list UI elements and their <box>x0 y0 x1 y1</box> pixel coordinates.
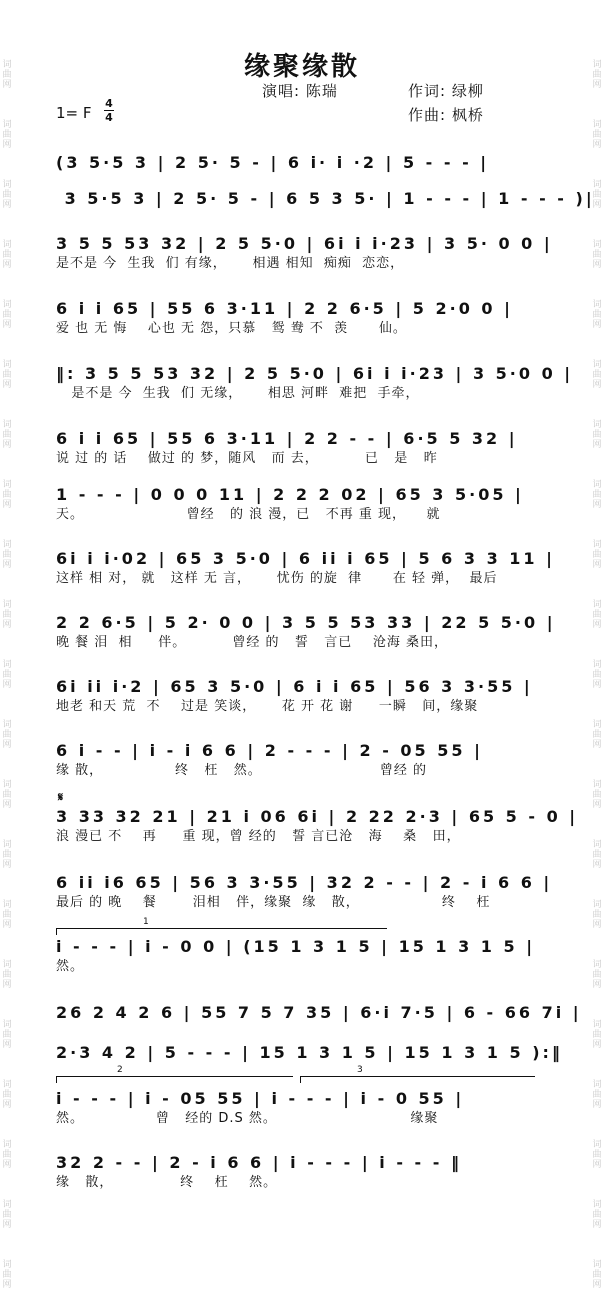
watermark-text: 词 曲 网 <box>592 180 602 210</box>
notation-line: i - - - | i - 05 55 | i - - - | i - 0 55 | <box>56 1089 465 1108</box>
volta-2 <box>56 1065 293 1083</box>
notation-line: 3 5·5 3 | 2 5· 5 - | 6 5 3 5· | 1 - - - | 1 - - - )| <box>56 189 595 208</box>
watermark-text: 词 曲 网 <box>2 480 12 510</box>
watermark-text: 词 曲 网 <box>592 960 602 990</box>
watermark-text: 词 曲 网 <box>592 300 602 330</box>
notation-line: 2·3 4 2 | 5 - - - | 15 1 3 1 5 | 15 1 3 1 5 ):‖ <box>56 1043 563 1062</box>
watermark-text: 词 曲 网 <box>2 960 12 990</box>
notation-line: (3 5·5 3 | 2 5· 5 - | 6 i· i ·2 | 5 - - - | <box>56 153 490 172</box>
lyric-line: 最后 的 晚 餐 泪相 伴，缘聚 缘 散， 终 枉 <box>56 895 491 910</box>
notation-line: ‖: 3 5 5 53 32 | 2 5 5·0 | 6i i i·23 | 3 5·0 0 | <box>56 364 574 383</box>
score-row <box>56 806 579 846</box>
score-row <box>56 936 546 976</box>
watermark-text: 词 曲 网 <box>2 1200 12 1230</box>
composer-credit: 作曲: 枫桥 <box>408 106 484 124</box>
watermark-text: 词 曲 网 <box>2 1260 12 1290</box>
watermark-text: 词 曲 网 <box>592 540 602 570</box>
notation-line: 26 2 4 2 6 | 55 7 5 7 35 | 6·i 7·5 | 6 - 66 7i | <box>56 1003 582 1022</box>
lyric-line: 缘 散， 终 枉 然。 曾经 的 <box>56 763 427 778</box>
score-row <box>56 1002 582 1042</box>
watermark-text: 词 曲 网 <box>592 1260 602 1290</box>
score-row <box>56 740 546 780</box>
lyric-line: 爱 也 无 悔 心也 无 怨，只慕 鸳 鸯 不 羡 仙。 <box>56 321 407 336</box>
notation-line: 1 - - - | 0 0 0 11 | 2 2 2 02 | 65 3 5·05 | <box>56 485 524 504</box>
key-signature: 1= F <box>56 104 92 122</box>
watermark-text: 词 曲 网 <box>2 420 12 450</box>
lyric-line: 地老 和天 荒 不 过是 笑谈， 花 开 花 谢 一瞬 间，缘聚 <box>56 699 479 714</box>
segno-sign: 𝄋 <box>58 790 64 804</box>
score-row <box>56 676 546 716</box>
watermark-text: 词 曲 网 <box>2 180 12 210</box>
notation-line: 6 ii i6 65 | 56 3 3·55 | 32 2 - - | 2 - i 6 6 | <box>56 873 553 892</box>
score-row <box>56 428 546 468</box>
watermark-text: 词 曲 网 <box>592 360 602 390</box>
watermark-text: 词 曲 网 <box>592 1020 602 1050</box>
notation-line: 6i i i·02 | 65 3 5·0 | 6 ii i 65 | 5 6 3 3 11 | <box>56 549 555 568</box>
watermark-text: 词 曲 网 <box>592 120 602 150</box>
score-row <box>56 872 553 912</box>
singer-credit: 演唱: 陈瑞 <box>262 82 338 100</box>
lyric-line: 是不是 今 生我 们 无缘， 相思 河畔 难把 手牵， <box>56 386 420 401</box>
score-row <box>56 484 546 524</box>
lyric-line: 浪 漫已 不 再 重 现，曾 经的 誓 言已沧 海 桑 田， <box>56 829 461 844</box>
watermark-text: 词 曲 网 <box>592 660 602 690</box>
score-row <box>56 612 556 652</box>
volta-1 <box>56 917 387 935</box>
watermark-text: 词 曲 网 <box>592 780 602 810</box>
watermark-text: 词 曲 网 <box>2 120 12 150</box>
score-row <box>56 152 546 192</box>
notation-line: 6 i i 65 | 55 6 3·11 | 2 2 - - | 6·5 5 32 | <box>56 429 518 448</box>
watermark-text: 词 曲 网 <box>592 840 602 870</box>
watermark-text: 词 曲 网 <box>592 1080 602 1110</box>
time-signature-bottom: 4 <box>105 111 113 124</box>
notation-line: 32 2 - - | 2 - i 6 6 | i - - - | i - - - ‖ <box>56 1153 462 1172</box>
watermark-text: 词 曲 网 <box>592 240 602 270</box>
watermark-text: 词 曲 网 <box>2 780 12 810</box>
watermark-text: 词 曲 网 <box>2 360 12 390</box>
watermark-left <box>0 0 14 1290</box>
score-row <box>56 548 555 588</box>
watermark-text: 词 曲 网 <box>2 900 12 930</box>
watermark-text: 词 曲 网 <box>592 1140 602 1170</box>
volta-3 <box>300 1065 535 1083</box>
watermark-text: 词 曲 网 <box>592 720 602 750</box>
score-row <box>56 188 595 228</box>
notation-line: 2 2 6·5 | 5 2· 0 0 | 3 5 5 53 33 | 22 5 5·0 | <box>56 613 556 632</box>
lyric-line: 缘 散， 终 枉 然。 <box>56 1175 278 1190</box>
score-row <box>56 298 546 338</box>
score-row <box>56 233 553 273</box>
score-row <box>56 1088 546 1128</box>
watermark-text: 词 曲 网 <box>2 720 12 750</box>
lyric-line: 然。 曾 经的 D.S 然。 缘聚 <box>56 1111 439 1126</box>
watermark-text: 词 曲 网 <box>2 840 12 870</box>
volta-3-label: 3 <box>357 1065 363 1075</box>
lyric-line: 是不是 今 生我 们 有缘， 相遇 相知 痴痴 恋恋， <box>56 256 405 271</box>
watermark-text: 词 曲 网 <box>592 900 602 930</box>
notation-line: 3 33 32 21 | 21 i 06 6i | 2 22 2·3 | 65 5 - 0 | <box>56 807 579 826</box>
watermark-text: 词 曲 网 <box>592 600 602 630</box>
score-row <box>56 1152 546 1192</box>
watermark-text: 词 曲 网 <box>592 1200 602 1230</box>
notation-line: 6i ii i·2 | 65 3 5·0 | 6 i i 65 | 56 3 3·55 | <box>56 677 533 696</box>
time-signature-top: 4 <box>105 97 113 110</box>
time-signature <box>104 98 114 123</box>
watermark-text: 词 曲 网 <box>592 480 602 510</box>
watermark-text: 词 曲 网 <box>2 60 12 90</box>
watermark-text: 词 曲 网 <box>2 600 12 630</box>
lyric-line: 说 过 的 话 做过 的 梦，随风 而 去， 已 是 昨 <box>56 451 438 466</box>
notation-line: 3 5 5 53 32 | 2 5 5·0 | 6i i i·23 | 3 5· 0 0 | <box>56 234 553 253</box>
score-row <box>56 363 574 403</box>
watermark-text: 词 曲 网 <box>592 420 602 450</box>
watermark-text: 词 曲 网 <box>2 660 12 690</box>
watermark-text: 词 曲 网 <box>592 60 602 90</box>
lyricist-credit: 作词: 绿柳 <box>408 82 484 100</box>
watermark-text: 词 曲 网 <box>2 1020 12 1050</box>
volta-2-label: 2 <box>117 1065 123 1075</box>
watermark-text: 词 曲 网 <box>2 540 12 570</box>
watermark-text: 词 曲 网 <box>2 1140 12 1170</box>
lyric-line: 天。 曾经 的 浪 漫，已 不再 重 现， 就 <box>56 507 441 522</box>
watermark-text: 词 曲 网 <box>2 240 12 270</box>
lyric-line: 这样 相 对， 就 这样 无 言， 忧伤 的旋 律 在 轻 弹， 最后 <box>56 571 498 586</box>
watermark-text: 词 曲 网 <box>2 1080 12 1110</box>
lyric-line <box>56 210 546 228</box>
lyric-line: 然。 <box>56 959 85 974</box>
song-title: 缘聚缘散 <box>243 52 360 82</box>
notation-line: i - - - | i - 0 0 | (15 1 3 1 5 | 15 1 3 1 5 | <box>56 937 536 956</box>
lyric-line: 晚 餐 泪 相 伴。 曾经 的 誓 言已 沧海 桑田， <box>56 635 448 650</box>
notation-line: 6 i i 65 | 55 6 3·11 | 2 2 6·5 | 5 2·0 0 | <box>56 299 513 318</box>
watermark-text: 词 曲 网 <box>2 300 12 330</box>
volta-1-label: 1 <box>143 917 149 927</box>
lyric-line <box>56 1024 546 1042</box>
notation-line: 6 i - - | i - i 6 6 | 2 - - - | 2 - 05 55 | <box>56 741 483 760</box>
